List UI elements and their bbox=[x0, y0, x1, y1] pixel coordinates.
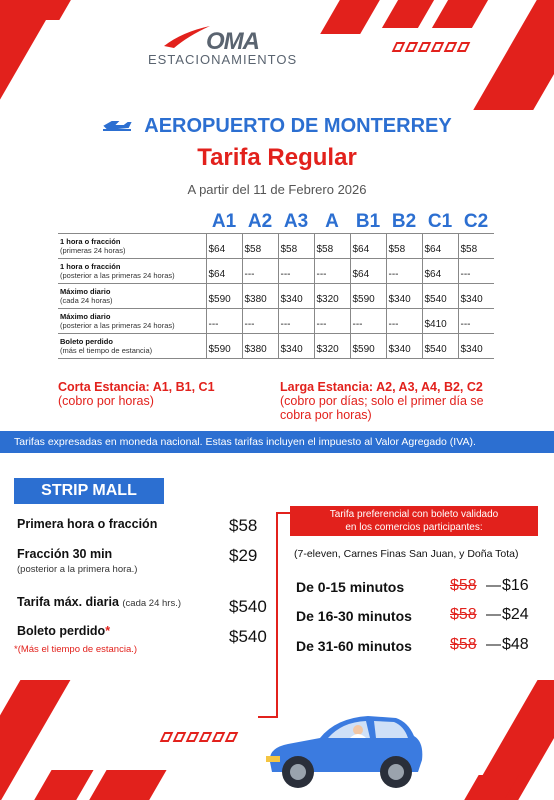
rate-cell: --- bbox=[458, 309, 494, 334]
fraction-label bbox=[17, 547, 137, 575]
max-daily-label bbox=[17, 595, 181, 609]
decor-stripe bbox=[382, 0, 434, 28]
discount-old-price: $58 bbox=[450, 606, 477, 623]
max-daily-title: Tarifa máx. diaria bbox=[17, 595, 119, 609]
rate-cell: $410 bbox=[422, 309, 458, 334]
rate-cell: --- bbox=[386, 259, 422, 284]
airport-title: AEROPUERTO DE MONTERREY bbox=[144, 114, 452, 137]
table-row bbox=[58, 284, 494, 309]
decor-stripe bbox=[28, 770, 93, 800]
preferential-rate-box bbox=[290, 506, 538, 536]
row-label bbox=[58, 234, 206, 259]
column-header: A bbox=[325, 211, 339, 232]
discount-new-price: $24 bbox=[502, 606, 529, 623]
first-hour-price: $58 bbox=[229, 516, 258, 535]
airport-line bbox=[0, 112, 554, 140]
logo-swoosh-icon bbox=[162, 22, 212, 50]
row-note: (posterior a las primeras 24 horas) bbox=[60, 321, 175, 330]
column-header: C2 bbox=[463, 211, 489, 232]
rate-cell: $590 bbox=[350, 284, 386, 309]
effective-date: A partir del 11 de Febrero 2026 bbox=[187, 182, 367, 197]
column-header: A3 bbox=[283, 211, 309, 232]
rate-cell: $590 bbox=[206, 284, 242, 309]
row-note: (posterior a las primeras 24 horas) bbox=[60, 271, 175, 280]
discount-separator: — bbox=[486, 577, 501, 594]
row-note: (primeras 24 horas) bbox=[60, 246, 126, 255]
short-stay-info bbox=[58, 380, 215, 408]
row-note: (más el tiempo de estancia) bbox=[60, 346, 153, 355]
rate-cell: $58 bbox=[458, 234, 494, 259]
strip-mall-title: STRIP MALL bbox=[14, 478, 164, 504]
rate-cell: $380 bbox=[242, 284, 278, 309]
column-header: A2 bbox=[247, 211, 273, 232]
rate-cell: $58 bbox=[278, 234, 314, 259]
rate-cell: $64 bbox=[422, 259, 458, 284]
rate-cell: $590 bbox=[206, 334, 242, 359]
short-stay-title: Corta Estancia: A1, B1, C1 bbox=[58, 380, 215, 394]
rate-cell: $64 bbox=[350, 259, 386, 284]
column-header: B1 bbox=[355, 211, 381, 232]
divider-line bbox=[276, 512, 278, 718]
max-daily-note: (cada 24 hrs.) bbox=[122, 598, 182, 609]
discount-separator: — bbox=[486, 636, 501, 653]
rate-cell: $590 bbox=[350, 334, 386, 359]
row-label bbox=[58, 284, 206, 309]
discount-old-price: $58 bbox=[450, 636, 477, 653]
rate-cell: $340 bbox=[278, 284, 314, 309]
preferential-line2: en los comercios participantes: bbox=[345, 522, 483, 533]
rate-cell: $64 bbox=[422, 234, 458, 259]
row-label bbox=[58, 309, 206, 334]
rate-cell: $58 bbox=[386, 234, 422, 259]
rates-table bbox=[58, 211, 494, 359]
table-row bbox=[58, 259, 494, 284]
rate-cell: --- bbox=[278, 309, 314, 334]
rate-cell: --- bbox=[206, 309, 242, 334]
short-stay-note: (cobro por horas) bbox=[58, 394, 154, 408]
rate-cell: $58 bbox=[242, 234, 278, 259]
brand-logo bbox=[148, 22, 308, 72]
column-header: C1 bbox=[427, 211, 453, 232]
rate-cell: --- bbox=[314, 259, 350, 284]
car-illustration bbox=[258, 700, 428, 790]
long-stay-info bbox=[280, 380, 510, 422]
row-title: 1 hora o fracción bbox=[60, 237, 121, 246]
fraction-price: $29 bbox=[229, 546, 258, 565]
airplane-icon bbox=[102, 118, 132, 134]
row-title: 1 hora o fracción bbox=[60, 262, 121, 271]
tax-banner: Tarifas expresadas en moneda nacional. Estas tarifas incluyen el impuesto al Valor Agregado (IVA). bbox=[0, 431, 554, 453]
rate-cell: $380 bbox=[242, 334, 278, 359]
decor-stripe bbox=[320, 0, 380, 34]
decor-dashes bbox=[394, 42, 468, 52]
rate-cell: $64 bbox=[206, 234, 242, 259]
rate-cell: $64 bbox=[206, 259, 242, 284]
lost-ticket-price: $540 bbox=[229, 627, 267, 646]
rate-cell: $64 bbox=[350, 234, 386, 259]
rate-title: Tarifa Regular bbox=[197, 144, 357, 171]
rates-header-row bbox=[58, 211, 494, 234]
discount-old-price: $58 bbox=[450, 577, 477, 594]
lost-ticket-mark: * bbox=[105, 624, 111, 638]
preferential-line1: Tarifa preferencial con boleto validado bbox=[329, 509, 499, 520]
table-row bbox=[58, 234, 494, 259]
max-daily-price: $540 bbox=[229, 597, 267, 616]
row-title: Máximo diario bbox=[60, 287, 111, 296]
rate-cell: $340 bbox=[386, 284, 422, 309]
first-hour-label: Primera hora o fracción bbox=[17, 517, 158, 531]
discount-label: De 31-60 minutos bbox=[296, 638, 412, 654]
row-label bbox=[58, 259, 206, 284]
participating-stores: (7-eleven, Carnes Finas San Juan, y Doña Tota) bbox=[294, 548, 519, 560]
rate-cell: $340 bbox=[458, 284, 494, 309]
rate-cell: $540 bbox=[422, 334, 458, 359]
long-stay-title: Larga Estancia: A2, A3, A4, B2, C2 bbox=[280, 380, 483, 394]
rate-cell: $540 bbox=[422, 284, 458, 309]
lost-ticket-label bbox=[17, 624, 110, 638]
fraction-note: (posterior a la primera hora.) bbox=[17, 564, 138, 575]
rate-cell: --- bbox=[314, 309, 350, 334]
discount-separator: — bbox=[486, 606, 501, 623]
column-header: A1 bbox=[211, 211, 237, 232]
fraction-title: Fracción 30 min bbox=[17, 547, 113, 561]
rate-cell: $320 bbox=[314, 334, 350, 359]
discount-label: De 16-30 minutos bbox=[296, 608, 412, 624]
rate-cell: --- bbox=[278, 259, 314, 284]
rate-cell: --- bbox=[458, 259, 494, 284]
rate-cell: $340 bbox=[278, 334, 314, 359]
rate-cell: $340 bbox=[458, 334, 494, 359]
discount-new-price: $48 bbox=[502, 636, 529, 653]
lost-ticket-note: *(Más el tiempo de estancia.) bbox=[14, 644, 138, 655]
divider-line bbox=[276, 512, 290, 514]
table-row bbox=[58, 334, 494, 359]
rate-cell: --- bbox=[350, 309, 386, 334]
header bbox=[0, 112, 554, 197]
logo-subtitle: ESTACIONAMIENTOS bbox=[148, 52, 298, 67]
decor-dashes bbox=[162, 732, 236, 742]
discount-label: De 0-15 minutos bbox=[296, 579, 405, 595]
decor-stripe bbox=[83, 770, 166, 800]
column-header: B2 bbox=[391, 211, 417, 232]
decor-stripe bbox=[432, 0, 488, 28]
discount-new-price: $16 bbox=[502, 577, 529, 594]
lost-ticket-title: Boleto perdido bbox=[17, 624, 106, 638]
row-title: Máximo diario bbox=[60, 312, 111, 321]
table-row bbox=[58, 309, 494, 334]
row-title: Boleto perdido bbox=[60, 337, 113, 346]
long-stay-note: (cobro por días; solo el primer día se cobra por horas) bbox=[280, 394, 484, 422]
row-note: (cada 24 horas) bbox=[60, 296, 113, 305]
rate-cell: $320 bbox=[314, 284, 350, 309]
rate-cell: --- bbox=[242, 259, 278, 284]
logo-text: OMA bbox=[206, 28, 259, 55]
decor-stripe bbox=[473, 0, 554, 110]
row-label bbox=[58, 334, 206, 359]
rate-cell: --- bbox=[386, 309, 422, 334]
rate-cell: $340 bbox=[386, 334, 422, 359]
rate-cell: --- bbox=[242, 309, 278, 334]
rate-cell: $58 bbox=[314, 234, 350, 259]
